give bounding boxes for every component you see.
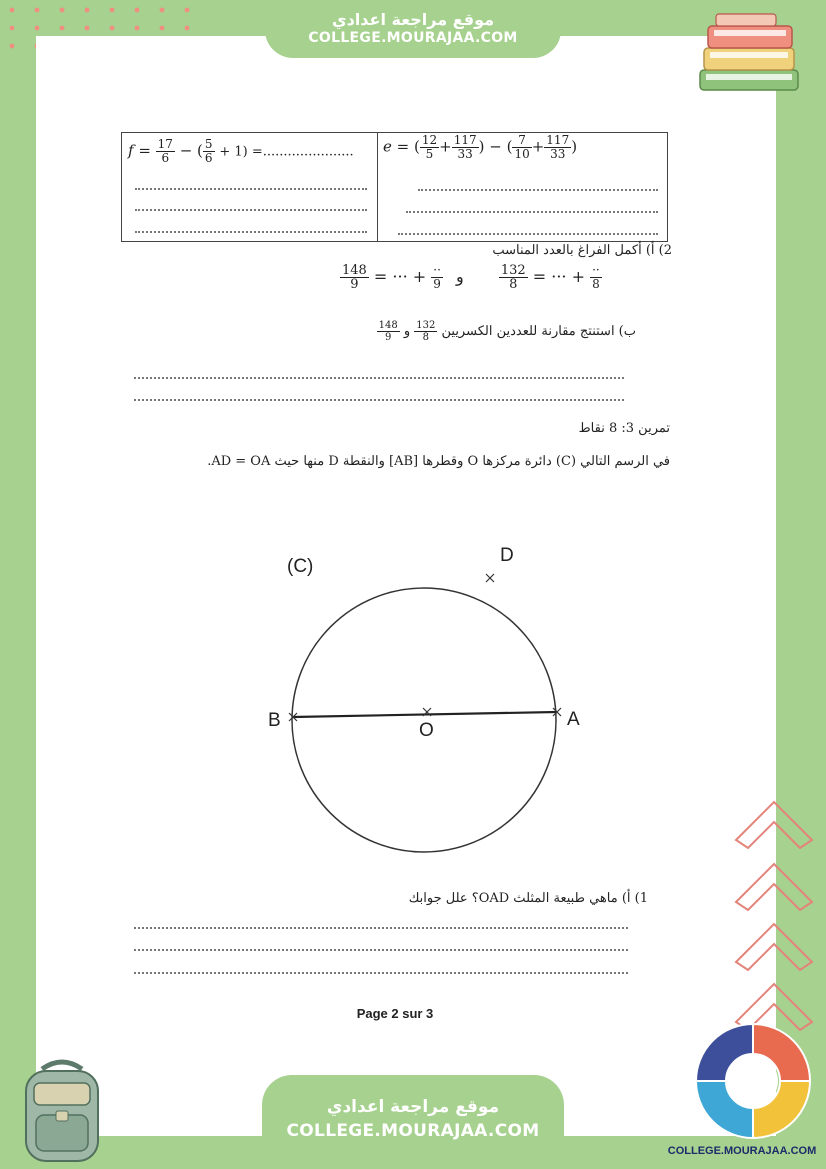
- fraction-132-8: $\frac{132}{8}$: [416, 320, 436, 343]
- chevrons-up-icon: [732, 790, 822, 1040]
- backpack-icon: [12, 1055, 112, 1165]
- fraction-148-9: $\frac{148}{9}$: [378, 320, 398, 343]
- site-logo-icon: [692, 1020, 814, 1142]
- answer-line: [398, 233, 658, 235]
- exercise-3-statement: في الرسم التالي (C) دائرة مركزها O وقطرها [AB] والنقطة D منها حيث AD = OA.: [207, 454, 670, 469]
- fill2-mid: = ··· +: [532, 267, 585, 286]
- point-o-label: O: [419, 720, 434, 741]
- banner-site-link[interactable]: COLLEGE.MOURAJAA.COM: [286, 1121, 540, 1141]
- point-d-label: D: [500, 545, 514, 566]
- fill1-mid: = ··· +: [373, 267, 427, 286]
- fraction-17-6: $\frac{17}{6}$: [157, 137, 173, 165]
- page-number: Page 2 sur 3: [356, 1006, 434, 1021]
- answer-line: [406, 211, 658, 213]
- fraction-blank-8: $\frac{\cdot\cdot}{8}$: [592, 263, 600, 291]
- top-banner: [265, 0, 561, 58]
- fraction-blank-9: $\frac{\cdot\cdot}{9}$: [433, 263, 441, 291]
- answer-line: [134, 377, 624, 379]
- fraction-5-6: $\frac{5}{6}$: [204, 137, 213, 165]
- answer-line: [134, 949, 628, 951]
- conjunction-and: و: [456, 267, 464, 286]
- answer-line: [134, 399, 624, 401]
- question-3-1a: 1) أ) ماهي طبيعة المثلث OAD؟ علل جوابك: [408, 891, 648, 906]
- expression-f: f = $\frac{17}{6}$ − ( $\frac{5}{6}$ + 1) =......................: [128, 137, 354, 165]
- banner-arabic-title: موقع مراجعة اعدادي: [326, 1097, 500, 1117]
- circle-label: (C): [287, 556, 314, 577]
- question-2b-text: ب) استنتج مقارنة للعددين الكسريين: [441, 324, 636, 339]
- banner-site-link[interactable]: COLLEGE.MOURAJAA.COM: [308, 30, 518, 46]
- fraction-117-33: $\frac{117}{33}$: [453, 133, 477, 161]
- logo-site-label[interactable]: COLLEGE.MOURAJAA.COM: [667, 1145, 817, 1157]
- fraction-148-9: $\frac{148}{9}$: [342, 263, 367, 292]
- fraction-12-5: $\frac{12}{5}$: [421, 133, 438, 161]
- banner-arabic-title: موقع مراجعة اعدادي: [331, 10, 495, 29]
- answer-line: [134, 927, 628, 929]
- fill-in-equations: [340, 264, 630, 291]
- question-2a: 2) أ) أكمل الفراغ بالعدد المناسب: [492, 243, 672, 258]
- circle-figure: [255, 540, 595, 890]
- question-2b: ب) استنتج مقارنة للعددين الكسريين $\frac{132}{8}$ و $\frac{148}{9}$: [378, 320, 636, 343]
- point-marks: [289, 574, 561, 721]
- f-name: f: [128, 141, 134, 160]
- point-a-label: A: [567, 709, 580, 730]
- fraction-117-33: $\frac{117}{33}$: [546, 133, 570, 161]
- fraction-132-8: $\frac{132}{8}$: [500, 263, 526, 292]
- f-tail: + 1) =......................: [219, 144, 354, 160]
- answer-line: [135, 209, 367, 211]
- books-stack-icon: [694, 10, 804, 96]
- point-b-label: B: [268, 710, 281, 731]
- exercise-3-title: تمرين 3: 8 نقاط: [578, 421, 670, 436]
- answer-line: [135, 231, 367, 233]
- answer-line: [134, 972, 628, 974]
- fraction-7-10: $\frac{7}{10}$: [514, 133, 530, 161]
- expression-e: e = ( $\frac{12}{5}$ + $\frac{117}{33}$ ) − ( $\frac{7}{10}$ + $\frac{117}{33}$ ): [383, 133, 578, 161]
- answer-line: [418, 189, 658, 191]
- bottom-banner: [262, 1075, 564, 1169]
- e-name: e: [383, 137, 392, 156]
- answer-line: [135, 188, 367, 190]
